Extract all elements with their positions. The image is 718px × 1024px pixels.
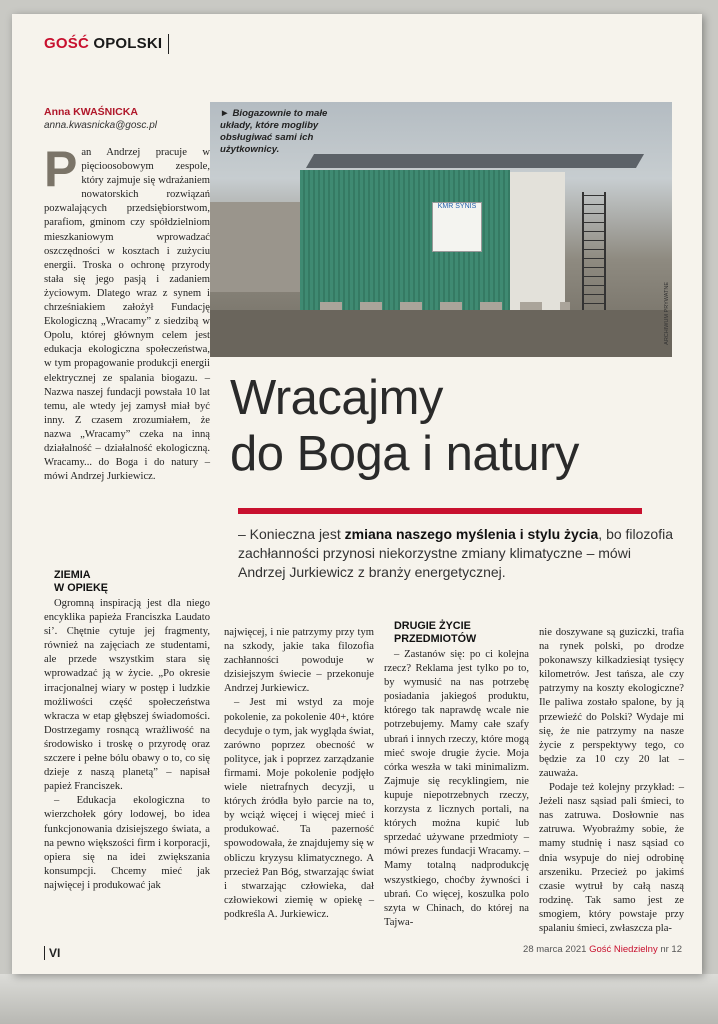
photo-credit: ARCHIWUM PRYWATNE	[664, 282, 670, 345]
photo-ladder	[582, 192, 606, 312]
headline-line-1: Wracajmy	[230, 371, 443, 425]
photo-container-end	[510, 172, 565, 310]
page-number: VI	[44, 946, 60, 960]
masthead-gosc: GOŚĆ	[44, 35, 89, 52]
column-b-paragraph-1: najwięcej, i nie patrzymy przy tym na szkody, jakie taka filozofia zachłanności powoduje w dzisiejszym świecie – przekonuje Andrzej Jurkiewicz.	[224, 627, 374, 695]
headline-rule	[238, 508, 642, 514]
magazine-page	[12, 14, 702, 974]
masthead	[44, 34, 169, 54]
drop-cap: P	[44, 141, 78, 197]
footer-brand: Gość Niedzielny	[589, 944, 658, 955]
section-heading-ziemia-line-2: W OPIEKĘ	[54, 582, 108, 594]
column-d-paragraph-2: Podaje też kolejny przykład: – Jeżeli nasz sąsiad pali śmieci, to nas zatruwa. Dosłownie nas zatruwa. Wyobraźmy sobie, że mamy studnię i nasz sąsiad co dnia wsypuje do niej odrobinę arszeniku. Przecież po jakimś czasie wytruł by całą naszą rodzinę. Tak samo jest ze smogiem, który powstaje przy spalaniu śmieci, zwłaszcza pla-	[539, 782, 684, 934]
headline-line-2: do Boga i natury	[230, 427, 579, 481]
subhead-part-2: , bo filozofia zachłanności przynosi niekorzystne zmiany klimatyczne – mówi Andrzej Jurkiewicz z branży energetycznej.	[238, 526, 674, 580]
photo-caption-text: Biogazownie to małe układy, które mogliby obsługiwać sami ich użytkownicy.	[220, 108, 328, 155]
masthead-opolski: OPOLSKI	[93, 35, 163, 52]
column-d	[539, 626, 684, 936]
column-b	[224, 626, 374, 922]
article-subhead	[238, 525, 678, 582]
author-block	[44, 106, 224, 131]
footer-issue: nr 12	[660, 944, 682, 955]
footer-date: 28 marca 2021	[523, 944, 587, 955]
column-a-paragraph-1: Ogromną inspiracją jest dla niego encyklika papieża Franciszka Laudato si’. Chętnie cytuje jej fragmenty, również na zajęciach ze studentami, ale przede wszystkim stara się wprowadzać ją w życie. „Po okresie irracjonalnej wiary w postęp i ludzkie możliwości część społeczeństwa wkracza w etap głębszej świadomości. Dostrzegamy rosnącą wrażliwość na środowisko i troskę o przyrodę oraz szczere i pełne bólu obawy o to, co się dzieje z naszą planetą” – napisał papież Franciszek.	[44, 598, 210, 793]
lead-paragraph: an Andrzej pracuje w pięcioosobowym zespole, który zajmuje się wdrażaniem nowatorskich rozwiązań pozwalających przedsiębiorstwom, parafiom, gminom czy spółdzielniom mieszkaniowym wprowadzać oszczędności w kosztach i zużyciu energii. Troska o ochronę przyrody stała się jego pasją i zadaniem życiowym. Dlatego wraz z synem i chrześniakiem założył Fundację Ekologiczną „Wracamy” z siedzibą w Opolu, której głównym celem jest edukacja ekologiczna społeczeństwa, w tym propagowanie produkcji energii elektrycznej ze spalania biogazu. – Nazwa naszej fundacji powstała 10 lat temu, ale wtedy jej zamysł miał być inny. Z czasem zrozumiałem, że nazwa „Wracamy” czeka na inną działalność – działalność ekologiczną. Wracamy... do Boga i do natury – mówi Andrzej Jurkiewicz.	[44, 147, 210, 483]
subhead-bold: zmiana naszego myślenia i stylu życia	[344, 526, 599, 542]
author-email: anna.kwasnicka@gosc.pl	[44, 120, 157, 131]
column-c	[384, 620, 529, 930]
photo-ground	[210, 310, 672, 357]
article-headline	[230, 370, 670, 482]
section-heading-drugie-line-2: PRZEDMIOTÓW	[394, 633, 477, 645]
column-a-paragraph-2: – Edukacja ekologiczna to wierzchołek góry lodowej, bo idea funkcjonowania dzisiejszego świata, a na pewno większości firm i korporacji, opiera się na idei zwiększania konsumpcji. Chcemy mieć jak najwięcej i produkować jak	[44, 795, 210, 891]
photo-caption	[220, 108, 340, 156]
lead-column	[44, 141, 210, 484]
photo-logo-sign	[432, 202, 482, 252]
column-b-paragraph-2: – Jest mi wstyd za moje pokolenie, za pokolenie 40+, które decyduje o tym, jak wygląda świat, zarówno poprzez obecność w polityce, jak i poprzez zarządzanie firmami. Moje pokolenie podjęło wiele nietrafnych decyzji, u których źródła było parcie na to, by wciąż więcej i więcej mieć i produkować. Ta pazerność spowodowała, że znajdujemy się w obliczu kryzysu klimatycznego. A przecież Pan Bóg, stwarzając świat i stwarzając człowieka, dał człowiekowi ziemię w opiekę – podkreśla A. Jurkiewicz.	[224, 697, 374, 920]
article-photo	[210, 102, 672, 357]
caption-arrow-icon: ►	[220, 108, 230, 119]
photo-roof	[306, 154, 644, 168]
page-footer	[523, 944, 682, 955]
section-heading-ziemia-line-1: ZIEMIA	[54, 569, 91, 581]
scan-background	[0, 974, 718, 1024]
column-a	[44, 569, 210, 893]
photo-logo-text: KMR SYNIS	[437, 203, 477, 210]
column-d-paragraph-1: nie doszywane są guziczki, trafia na rynek polski, po drodze pokonawszy kilkadziesiąt tysięcy kilometrów. Jest tańsza, ale czy patrzymy na koszty ekologiczne? Ile paliwa zostało spalone, by ją przewieźć do Polski? Wydaje mi się, że nie patrzymy na nasze życie z perspektywy tego, co będzie za 10 czy 20 lat – zauważa.	[539, 627, 684, 779]
subhead-part-1: – Konieczna jest	[238, 526, 345, 542]
section-heading-drugie-zycie	[394, 620, 529, 646]
section-heading-ziemia	[54, 569, 210, 595]
column-c-paragraph-1: – Zastanów się: po ci kolejna rzecz? Reklama jest tylko po to, by wymusić na nas potrzebę posiadania jakiegoś produktu, którego tak naprawdę wcale nie potrzebujemy. Mamy całe szafy ubrań i innych rzeczy, które mogą mieć swoje drugie życie. Moja córka weszła w taki minimalizm. Zajmuje się recyklingiem, nie kupuje niepotrzebnych rzeczy, korzysta z licznych portali, na których można kupić lub sprzedać używane przedmioty – mówi prezes fundacji Wracamy. – Mamy totalną nadprodukcję wszystkiego, choćby żywności i ubrań. Co więcej, koszulka polo szyta w Chinach, do której na Tajwa-	[384, 649, 529, 928]
section-heading-drugie-line-1: DRUGIE ŻYCIE	[394, 620, 471, 632]
author-name: Anna KWAŚNICKA	[44, 106, 138, 118]
